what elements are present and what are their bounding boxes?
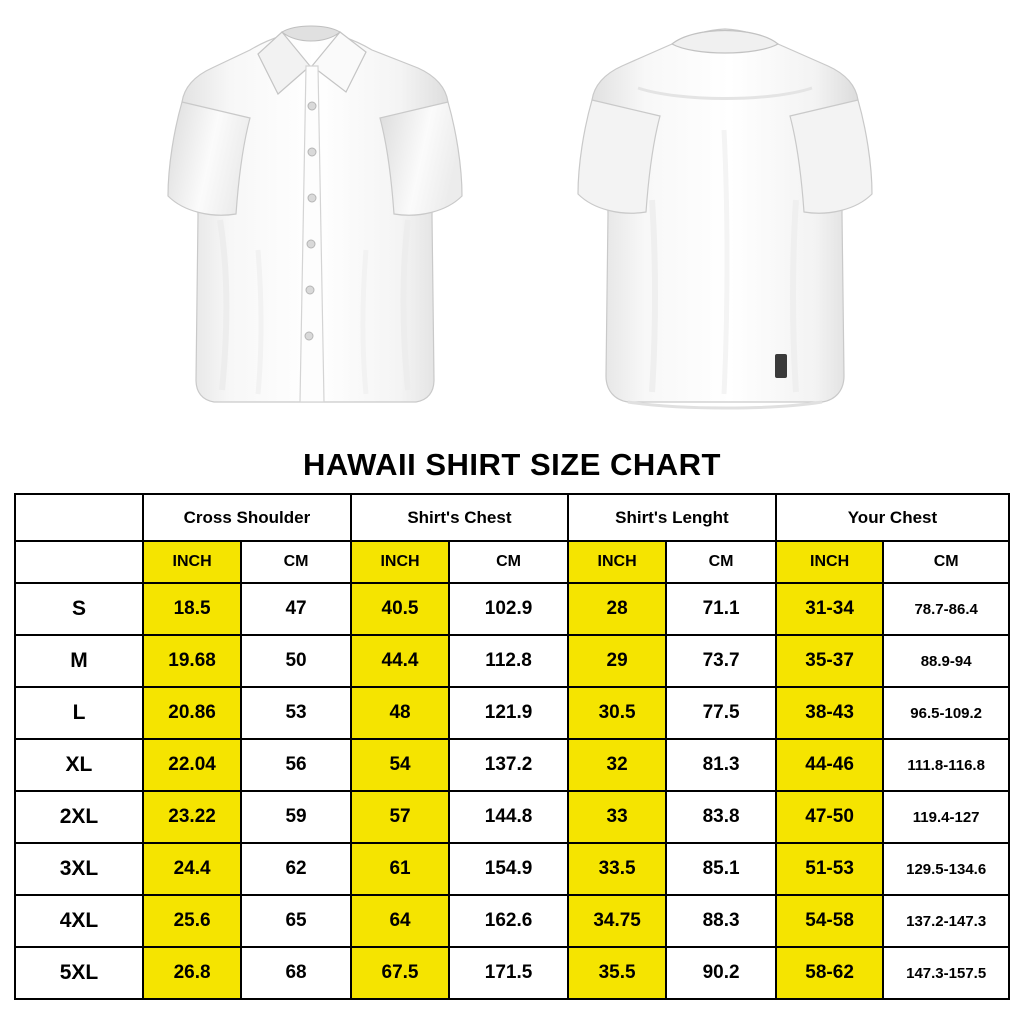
unit-header-empty [15, 541, 143, 583]
unit-header-length-inch: INCH [568, 541, 666, 583]
cell-length-inch: 30.5 [568, 687, 666, 739]
row-size-label: M [15, 635, 143, 687]
cell-your-chest-inch: 31-34 [776, 583, 883, 635]
cell-chest-inch: 48 [351, 687, 449, 739]
cell-your-chest-cm: 88.9-94 [883, 635, 1009, 687]
table-row [15, 895, 1009, 947]
size-table-wrapper [0, 493, 1024, 1000]
cell-length-cm: 71.1 [666, 583, 776, 635]
row-size-label: 3XL [15, 843, 143, 895]
cell-chest-cm: 162.6 [449, 895, 568, 947]
cell-chest-inch: 61 [351, 843, 449, 895]
cell-length-cm: 77.5 [666, 687, 776, 739]
shirt-front-image [150, 10, 480, 430]
cell-chest-inch: 57 [351, 791, 449, 843]
cell-cross-shoulder-inch: 20.86 [143, 687, 241, 739]
group-header-shirts-length: Shirt's Lenght [568, 494, 776, 541]
table-row [15, 791, 1009, 843]
table-row [15, 635, 1009, 687]
cell-cross-shoulder-cm: 47 [241, 583, 351, 635]
cell-your-chest-inch: 47-50 [776, 791, 883, 843]
cell-length-inch: 33 [568, 791, 666, 843]
cell-chest-inch: 67.5 [351, 947, 449, 999]
cell-your-chest-cm: 147.3-157.5 [883, 947, 1009, 999]
cell-chest-cm: 121.9 [449, 687, 568, 739]
cell-your-chest-inch: 51-53 [776, 843, 883, 895]
cell-chest-cm: 171.5 [449, 947, 568, 999]
cell-your-chest-cm: 78.7-86.4 [883, 583, 1009, 635]
cell-cross-shoulder-cm: 50 [241, 635, 351, 687]
unit-header-row [15, 541, 1009, 583]
row-size-label: L [15, 687, 143, 739]
row-size-label: XL [15, 739, 143, 791]
cell-cross-shoulder-cm: 68 [241, 947, 351, 999]
group-header-row [15, 494, 1009, 541]
cell-cross-shoulder-inch: 19.68 [143, 635, 241, 687]
shirt-back-icon [560, 10, 890, 430]
page-title: HAWAII SHIRT SIZE CHART [303, 447, 721, 482]
row-size-label: 2XL [15, 791, 143, 843]
unit-header-your-chest-inch: INCH [776, 541, 883, 583]
cell-length-inch: 29 [568, 635, 666, 687]
cell-length-cm: 83.8 [666, 791, 776, 843]
row-size-label: 5XL [15, 947, 143, 999]
table-row [15, 687, 1009, 739]
cell-length-cm: 85.1 [666, 843, 776, 895]
group-header-shirts-chest: Shirt's Chest [351, 494, 568, 541]
shirt-back-image [560, 10, 890, 430]
group-header-your-chest: Your Chest [776, 494, 1009, 541]
group-header-cross-shoulder: Cross Shoulder [143, 494, 351, 541]
size-chart-table [14, 493, 1010, 1000]
cell-your-chest-inch: 58-62 [776, 947, 883, 999]
unit-header-chest-cm: CM [449, 541, 568, 583]
cell-cross-shoulder-inch: 24.4 [143, 843, 241, 895]
cell-chest-cm: 137.2 [449, 739, 568, 791]
cell-cross-shoulder-cm: 56 [241, 739, 351, 791]
table-row [15, 739, 1009, 791]
cell-your-chest-inch: 44-46 [776, 739, 883, 791]
cell-your-chest-inch: 38-43 [776, 687, 883, 739]
cell-your-chest-inch: 54-58 [776, 895, 883, 947]
cell-chest-inch: 40.5 [351, 583, 449, 635]
cell-your-chest-inch: 35-37 [776, 635, 883, 687]
shirt-front-icon [150, 10, 480, 430]
table-row [15, 843, 1009, 895]
unit-header-cross-shoulder-inch: INCH [143, 541, 241, 583]
cell-cross-shoulder-inch: 22.04 [143, 739, 241, 791]
unit-header-length-cm: CM [666, 541, 776, 583]
unit-header-your-chest-cm: CM [883, 541, 1009, 583]
cell-length-cm: 73.7 [666, 635, 776, 687]
cell-cross-shoulder-inch: 18.5 [143, 583, 241, 635]
cell-length-inch: 28 [568, 583, 666, 635]
cell-chest-cm: 154.9 [449, 843, 568, 895]
cell-chest-cm: 102.9 [449, 583, 568, 635]
shirt-illustrations [0, 0, 1024, 445]
cell-length-inch: 34.75 [568, 895, 666, 947]
cell-cross-shoulder-inch: 23.22 [143, 791, 241, 843]
cell-length-inch: 32 [568, 739, 666, 791]
unit-header-cross-shoulder-cm: CM [241, 541, 351, 583]
group-header-empty [15, 494, 143, 541]
cell-length-inch: 35.5 [568, 947, 666, 999]
cell-cross-shoulder-inch: 26.8 [143, 947, 241, 999]
cell-your-chest-cm: 111.8-116.8 [883, 739, 1009, 791]
cell-chest-inch: 44.4 [351, 635, 449, 687]
row-size-label: 4XL [15, 895, 143, 947]
cell-length-cm: 88.3 [666, 895, 776, 947]
unit-header-chest-inch: INCH [351, 541, 449, 583]
row-size-label: S [15, 583, 143, 635]
cell-length-cm: 81.3 [666, 739, 776, 791]
cell-chest-cm: 112.8 [449, 635, 568, 687]
cell-your-chest-cm: 119.4-127 [883, 791, 1009, 843]
table-row [15, 583, 1009, 635]
cell-length-inch: 33.5 [568, 843, 666, 895]
cell-your-chest-cm: 137.2-147.3 [883, 895, 1009, 947]
table-row [15, 947, 1009, 999]
cell-your-chest-cm: 96.5-109.2 [883, 687, 1009, 739]
cell-cross-shoulder-inch: 25.6 [143, 895, 241, 947]
cell-cross-shoulder-cm: 59 [241, 791, 351, 843]
cell-your-chest-cm: 129.5-134.6 [883, 843, 1009, 895]
cell-length-cm: 90.2 [666, 947, 776, 999]
cell-chest-cm: 144.8 [449, 791, 568, 843]
cell-cross-shoulder-cm: 65 [241, 895, 351, 947]
cell-chest-inch: 64 [351, 895, 449, 947]
cell-cross-shoulder-cm: 62 [241, 843, 351, 895]
cell-cross-shoulder-cm: 53 [241, 687, 351, 739]
cell-chest-inch: 54 [351, 739, 449, 791]
